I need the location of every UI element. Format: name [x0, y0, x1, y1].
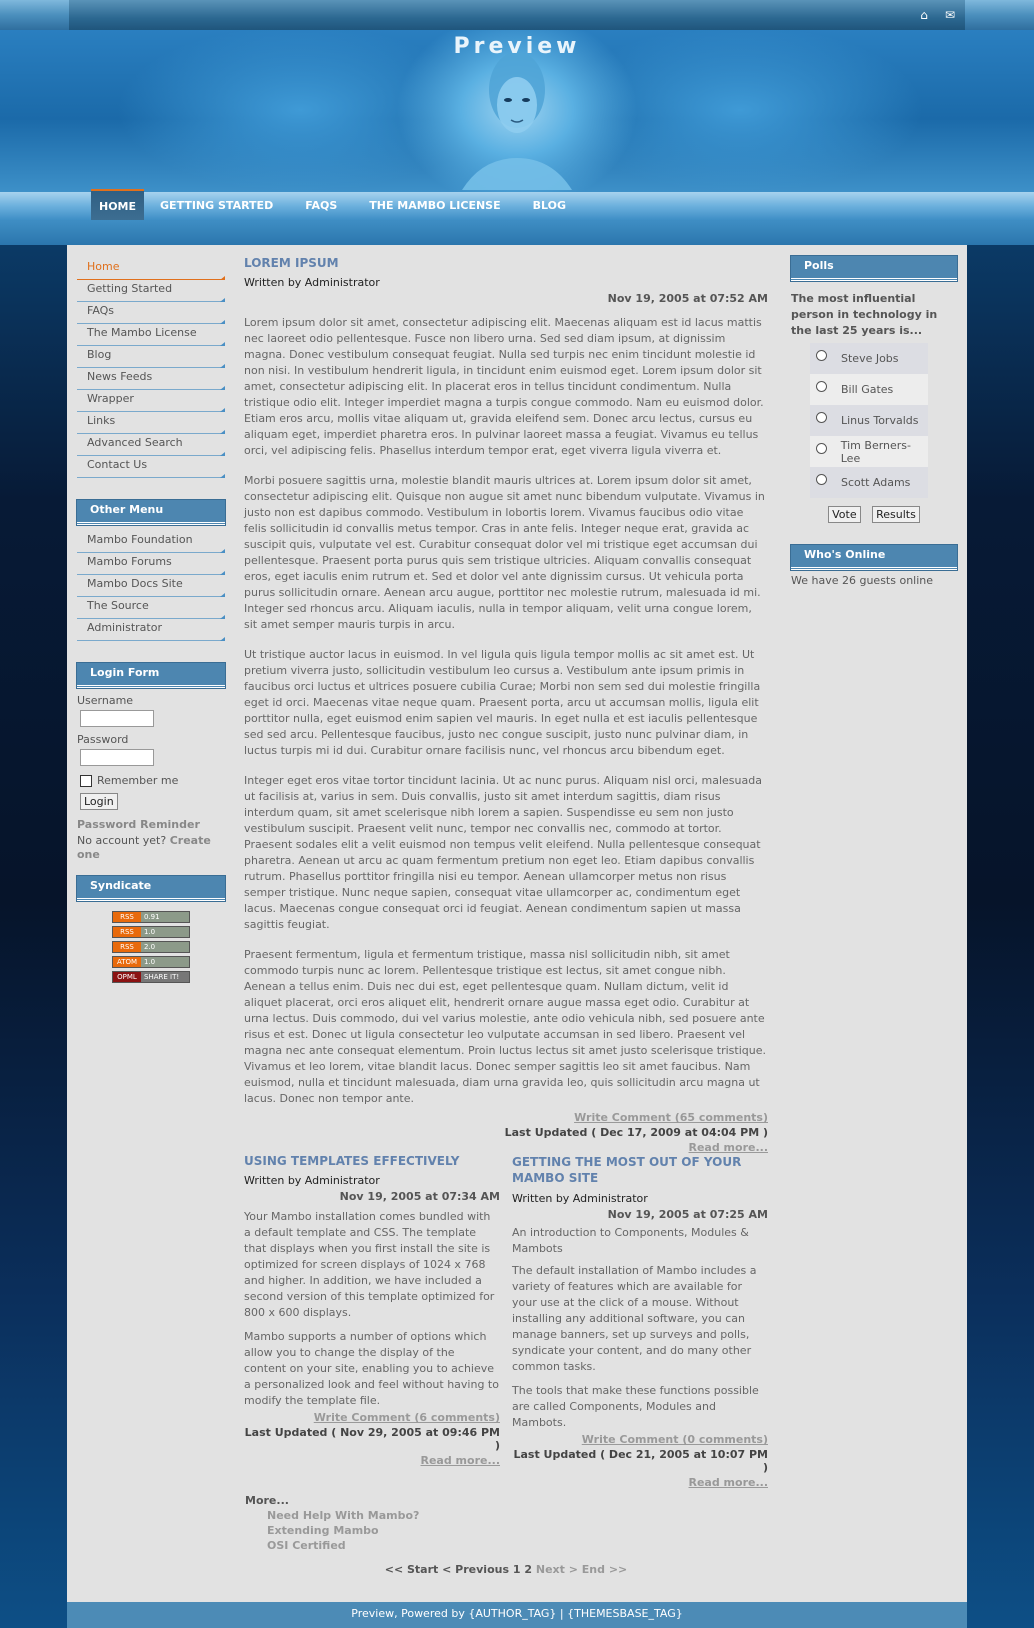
poll-option[interactable]: Scott Adams: [810, 467, 928, 498]
poll-options: [810, 343, 928, 498]
menu-item-mambo-forums[interactable]: Mambo Forums: [77, 553, 225, 575]
menu-item-administrator[interactable]: Administrator: [77, 619, 225, 641]
menu-item-faqs[interactable]: FAQs: [77, 302, 225, 324]
rss-10-badge[interactable]: RSS 1.0: [112, 926, 190, 938]
read-more-link[interactable]: Read more...: [420, 1454, 500, 1467]
article-most-out: [512, 1154, 768, 1489]
other-menu-title: Other Menu: [77, 500, 225, 525]
vote-button[interactable]: Vote: [828, 506, 860, 523]
poll-question: The most influential person in technology in the last 25 years is...: [791, 292, 938, 337]
syndicate-feeds: [77, 911, 225, 983]
nav-getting-started[interactable]: GETTING STARTED: [160, 199, 274, 212]
lead-article-title[interactable]: LOREM IPSUM: [244, 256, 339, 270]
password-input[interactable]: [80, 749, 154, 766]
nav-faqs[interactable]: FAQS: [305, 199, 338, 212]
article-paragraph: Your Mambo installation comes bundled with a default template and CSS. The template that displays when you first install the site is optimized for screen displays of 1024 x 768 and higher. In addition, we have included a second version of this template optimized for 800 x 600 displays.: [244, 1210, 495, 1319]
article-paragraph: The tools that make these functions possible are called Components, Modules and Mambots.: [512, 1384, 759, 1429]
other-menu: [77, 531, 225, 641]
rss-091-badge[interactable]: RSS 0.91: [112, 911, 190, 923]
login-button[interactable]: Login: [80, 793, 118, 810]
password-label: Password: [77, 733, 129, 746]
menu-item-mambo-docs-site[interactable]: Mambo Docs Site: [77, 575, 225, 597]
article-paragraph: Praesent fermentum, ligula et fermentum tristique, massa nisl sollicitudin nibh, sit amet commodo turpis nunc ac lorem. Pellentesque tristique est lectus, sit amet congue nibh. Aenean a tellus enim. Duis nec dui est, eget pellentesque quam. Nullam dictum, velit id aliquet placerat, orci eros aliquet elit, hendrerit ornare augue massa eget odio. Curabitur at urna lectus. Duis commodo, dui vel varius molestie, ante odio vehicula nibh, sed posuere ante risus et est. Donec ut ligula consectetur leo vulputate accumsan in sed libero. Praesent vel magna nec ante consequat elementum. Proin luctus lectus sit amet justo scelerisque tristique. Vivamus et leo lorem, vitae blandit lacus. Donec semper sagittis leo sit amet faucibus. Nam euismod, nulla et tincidunt malesuada, diam urna gravida leo, quis sollicitudin arcu magna ut lacus. Donec non tempor ante.: [244, 948, 766, 1105]
rss-20-badge[interactable]: RSS 2.0: [112, 941, 190, 953]
article-date: Nov 19, 2005 at 07:34 AM: [339, 1190, 500, 1203]
whos-online-text: We have 26 guests online: [791, 574, 934, 587]
poll-option[interactable]: Linus Torvalds: [810, 405, 928, 436]
results-button[interactable]: Results: [872, 506, 920, 523]
atom-10-badge[interactable]: ATOM 1.0: [112, 956, 190, 968]
nav-mambo-license[interactable]: THE MAMBO LICENSE: [369, 199, 501, 212]
footer: Preview, Powered by {AUTHOR_TAG} | {THEMESBASE_TAG}: [67, 1602, 967, 1628]
more-link-need-help[interactable]: Need Help With Mambo?: [267, 1509, 420, 1522]
mail-icon[interactable]: ✉: [944, 8, 956, 22]
radio-button[interactable]: [816, 350, 827, 361]
main-nav: [0, 192, 1034, 220]
more-link-osi-certified[interactable]: OSI Certified: [267, 1539, 346, 1552]
write-comment-link[interactable]: Write Comment (65 comments): [574, 1111, 768, 1124]
whos-online-title: Who's Online: [791, 545, 957, 570]
login-form-title: Login Form: [77, 663, 225, 688]
last-updated: Last Updated ( Nov 29, 2005 at 09:46 PM ): [244, 1426, 500, 1452]
read-more-link[interactable]: Read more...: [688, 1141, 768, 1154]
menu-item-wrapper[interactable]: Wrapper: [77, 390, 225, 412]
main-content: [244, 256, 768, 1154]
article-title[interactable]: GETTING THE MOST OUT OF YOUR MAMBO SITE: [512, 1155, 742, 1185]
last-updated: Last Updated ( Dec 17, 2009 at 04:04 PM ): [504, 1126, 768, 1139]
no-account-text: No account yet?: [77, 834, 167, 847]
menu-item-home[interactable]: Home: [77, 258, 225, 280]
home-icon[interactable]: ⌂: [920, 8, 928, 22]
radio-button[interactable]: [816, 474, 827, 485]
banner-figure-image: [462, 40, 572, 190]
menu-item-the-source[interactable]: The Source: [77, 597, 225, 619]
pager-previous[interactable]: < Previous: [442, 1563, 510, 1576]
left-column: [77, 258, 225, 986]
more-link-extending-mambo[interactable]: Extending Mambo: [267, 1524, 379, 1537]
article-paragraph: Ut tristique auctor lacus in euismod. In vel ligula quis ligula tempor mollis ac sit amet est. Ut pretium viverra justo, sollicitudin vestibulum leo cursus a. Vestibulum ante ipsum primis in faucibus orci luctus et ultrices posuere cubilia Curae; Morbi non sem sed dui molestie fringilla eget id orci. Maecenas vitae neque quam. Praesent porta, arcu ut accumsan mollis, ligula elit porttitor nulla, eget euismod enim sapien vel mauris. In eget nulla et est iaculis pellentesque sed sed arcu. Pellentesque faucibus, justo nec congue suscipit, justo nunc pulvinar diam, in luctus turpis mi id dui. Curabitur ornare facilisis nunc, vel rhoncus arcu bibendum eget.: [244, 648, 761, 757]
pager-start[interactable]: << Start: [384, 1563, 439, 1576]
article-paragraph: The default installation of Mambo includes a variety of features which are available for your use at the click of a mouse. Without installing any additional software, you can manage banners, set up surveys and polls, syndicate your content, and do many other common tasks.: [512, 1264, 757, 1373]
pager-page-1[interactable]: 1: [512, 1563, 521, 1576]
menu-item-blog[interactable]: Blog: [77, 346, 225, 368]
radio-button[interactable]: [816, 443, 827, 454]
pagination: [244, 1563, 768, 1576]
article-author: Written by Administrator: [512, 1192, 648, 1205]
nav-band: [0, 220, 1034, 245]
username-input[interactable]: [80, 710, 154, 727]
radio-button[interactable]: [816, 381, 827, 392]
article-paragraph: Mambo supports a number of options which allow you to change the display of the content on your site, enabling you to achieve a personalized look and feel without having to modify the template file.: [244, 1330, 499, 1407]
menu-item-contact-us[interactable]: Contact Us: [77, 456, 225, 478]
top-bar: [69, 0, 965, 32]
radio-button[interactable]: [816, 412, 827, 423]
poll-option[interactable]: Bill Gates: [810, 374, 928, 405]
read-more-link[interactable]: Read more...: [688, 1476, 768, 1489]
pager-end[interactable]: End >>: [581, 1563, 628, 1576]
article-templates: [244, 1154, 500, 1467]
article-date: Nov 19, 2005 at 07:52 AM: [607, 292, 768, 305]
username-label: Username: [77, 694, 134, 707]
article-title[interactable]: USING TEMPLATES EFFECTIVELY: [244, 1154, 460, 1168]
opml-badge[interactable]: OPML SHARE IT!: [112, 971, 190, 983]
remember-me-checkbox[interactable]: [80, 775, 92, 787]
poll-option[interactable]: Tim Berners-Lee: [810, 436, 928, 467]
password-reminder-link[interactable]: Password Reminder: [77, 818, 200, 831]
menu-item-mambo-foundation[interactable]: Mambo Foundation: [77, 531, 225, 553]
main-menu: [77, 258, 225, 478]
more-label: More...: [245, 1494, 289, 1507]
polls-title: Polls: [791, 256, 957, 281]
poll-option[interactable]: Steve Jobs: [810, 343, 928, 374]
menu-item-news-feeds[interactable]: News Feeds: [77, 368, 225, 390]
article-paragraph: Lorem ipsum dolor sit amet, consectetur adipiscing elit. Maecenas aliquam est id lacus mattis nec laoreet odio pellentesque. Fusce non libero urna. Sed sed diam ipsum, at dignissim magna. Donec vestibulum consequat feugiat. Nulla sed turpis nec enim tincidunt molestie id non nisi. In vestibulum hendrerit ligula, in tincidunt enim euismod eget. Lorem ipsum dolor sit amet, consectetur adipiscing elit. In placerat eros in tellus tincidunt condimentum. Nulla tristique odio elit. Integer imperdiet magna a turpis congue commodo. Nam eu euismod dolor. Etiam eros arcu, mollis vitae aliquam ut, gravida eleifend sem. Donec arcu lectus, cursus eu aliquam eget, imperdiet pharetra eros. In pulvinar laoreet massa a feugiat. Vivamus eu tellus orci, vel adipiscing felis. Phasellus interdum tempor erat, eget viverra ligula viverra et.: [244, 316, 764, 457]
nav-home[interactable]: HOME: [91, 189, 144, 223]
more-section: [245, 1494, 419, 1552]
create-account-link[interactable]: Create one: [77, 834, 211, 861]
pager-page-2: 2: [524, 1563, 533, 1576]
article-paragraph: An introduction to Components, Modules & Mambots: [512, 1226, 749, 1255]
last-updated: Last Updated ( Dec 21, 2005 at 10:07 PM ): [513, 1448, 768, 1474]
menu-item-links[interactable]: Links: [77, 412, 225, 434]
syndicate-title: Syndicate: [77, 876, 225, 901]
article-author: Written by Administrator: [244, 1174, 380, 1187]
site-title: Preview: [453, 34, 581, 59]
header-banner: [0, 30, 1034, 192]
article-author: Written by Administrator: [244, 276, 380, 289]
pager-next[interactable]: Next >: [535, 1563, 578, 1576]
article-paragraph: Morbi posuere sagittis urna, molestie blandit mauris ultrices at. Lorem ipsum dolor sit amet, consectetur adipiscing elit. Quisque non augue sit amet nunc bibendum vulputate. Vivamus in justo non est dapibus commodo. Vestibulum in lobortis lorem. Vivamus faucibus odio vitae felis sollicitudin id convallis metus tempor. Cras in ante felis. Integer neque erat, gravida ac suscipit quis, vulputate vel est. Curabitur consequat dolor vel mi tristique eget accumsan dui pellentesque. Praesent porta purus quis sem tristique ultricies. Aliquam convallis consequat eros, eget iaculis enim rutrum et. Sed et dolor vel ante dignissim cursus. Ut vehicula porta purus sollicitudin ornare. Aenean arcu augue, porttitor nec molestie rutrum, malesuada id mi. Integer sed rhoncus arcu. Aliquam iaculis, nulla in tempor aliquam, velit urna congue lorem, sit amet semper mauris turpis in arcu.: [244, 474, 765, 631]
menu-item-mambo-license[interactable]: The Mambo License: [77, 324, 225, 346]
article-date: Nov 19, 2005 at 07:25 AM: [607, 1208, 768, 1221]
write-comment-link[interactable]: Write Comment (6 comments): [313, 1411, 500, 1424]
menu-item-advanced-search[interactable]: Advanced Search: [77, 434, 225, 456]
article-paragraph: Integer eget eros vitae tortor tincidunt lacinia. Ut ac nunc purus. Aliquam nisl orci, malesuada ut facilisis at, varius in sem. Duis convallis, justo sit amet interdum sagittis, diam risus interdum quam, sit amet scelerisque nibh lorem a sapien. Suspendisse eu sem non justo vestibulum suscipit. Praesent velit nunc, tempor nec convallis nec, commodo at tortor. Praesent sodales elit a velit euismod non tempus velit eleifend. Nulla pellentesque consequat pharetra. Aenean ut arcu ac quam fermentum pretium non eget leo. Etiam dapibus convallis rutrum. Phasellus porttitor fringilla nisi eu tempor. Aenean ullamcorper metus non risus semper tristique. Nunc neque sapien, consequat vitae ullamcorper ac, condimentum eget lacus. Maecenas congue consequat orci id feugiat. Aenean condimentum sapien ut massa sagittis feugiat.: [244, 774, 762, 931]
nav-blog[interactable]: BLOG: [532, 199, 566, 212]
right-column: [791, 256, 957, 587]
write-comment-link[interactable]: Write Comment (0 comments): [581, 1433, 768, 1446]
menu-item-getting-started[interactable]: Getting Started: [77, 280, 225, 302]
remember-me-label: Remember me: [97, 774, 179, 787]
